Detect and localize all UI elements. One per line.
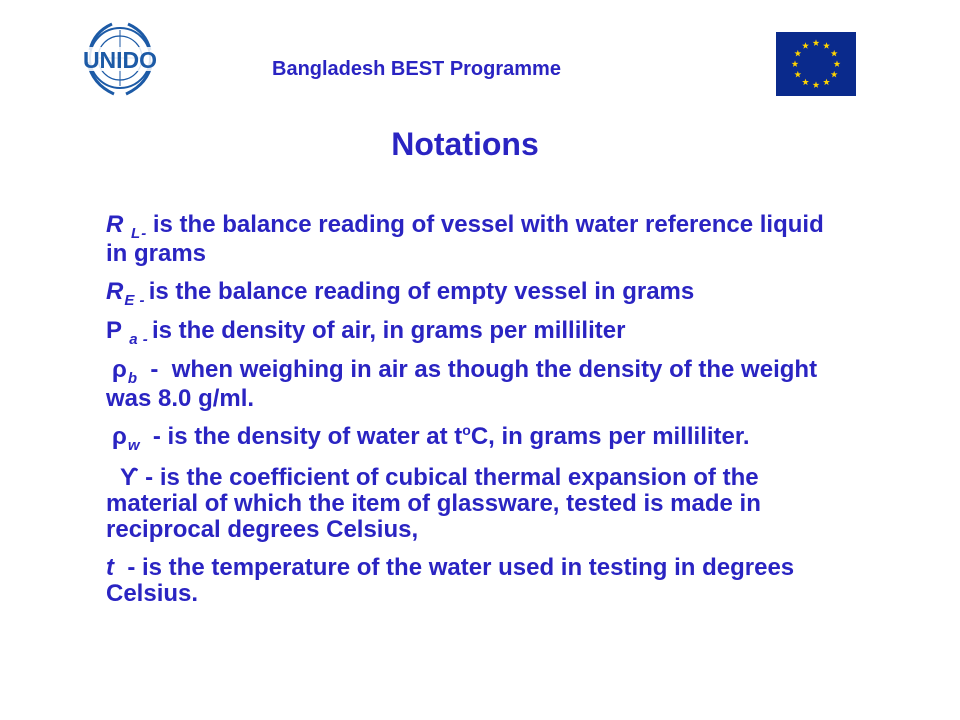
notation-symbol: R <box>106 278 124 305</box>
notation-text: is the density of air, in grams per milliliter <box>151 317 626 344</box>
notation-dash: - <box>114 554 142 581</box>
notation-subscript: E <box>124 292 135 309</box>
notation-text-end: C, in grams per milliliter. <box>470 423 750 450</box>
notation-subscript: w <box>127 437 140 454</box>
notation-symbol: ρ <box>112 423 127 450</box>
notation-symbol: ρ <box>112 356 127 383</box>
notation-text: is the density of water at t <box>167 423 463 450</box>
notation-dash: - <box>135 292 149 309</box>
notation-text: is the coefficient of cubical thermal expansion of the material of which the item of glassware, tested is made in reciprocal degrees Celsius, <box>106 464 761 543</box>
notation-re <box>106 279 836 308</box>
notation-subscript: L <box>131 225 141 242</box>
notation-symbol: P <box>106 317 122 344</box>
header-title: Bangladesh BEST Programme <box>272 58 561 80</box>
notation-text: when weighing in air as though the density of the weight was 8.0 g/ml. <box>106 356 818 412</box>
notation-subscript: a <box>129 331 138 348</box>
notation-dash: - <box>141 225 147 242</box>
unido-wordmark: UNIDO <box>82 47 158 73</box>
notation-rho-w <box>106 424 836 453</box>
notations-list <box>106 212 836 619</box>
notation-rho-b <box>106 357 836 412</box>
notation-dash: - <box>138 464 160 491</box>
notation-dash: - <box>137 356 172 383</box>
notation-text: is the balance reading of vessel with water reference liquid in grams <box>106 211 824 267</box>
notation-dash: - <box>138 331 152 348</box>
notation-text: is the balance reading of empty vessel in grams <box>148 278 695 305</box>
notation-dash: - <box>139 423 168 450</box>
notation-t <box>106 555 836 607</box>
notation-gamma <box>106 465 836 543</box>
notation-superscript: o <box>462 422 471 438</box>
unido-logo <box>78 18 162 102</box>
page-title: Notations <box>391 126 539 162</box>
notation-rl <box>106 212 836 267</box>
notation-symbol: R <box>106 211 124 238</box>
notation-pa <box>106 318 836 347</box>
notation-subscript: b <box>127 370 138 387</box>
notation-text: is the temperature of the water used in testing in degrees Celsius. <box>106 554 795 607</box>
notation-symbol: t <box>106 554 114 581</box>
notation-symbol: ϒ <box>120 464 139 491</box>
eu-flag-logo <box>776 32 856 96</box>
